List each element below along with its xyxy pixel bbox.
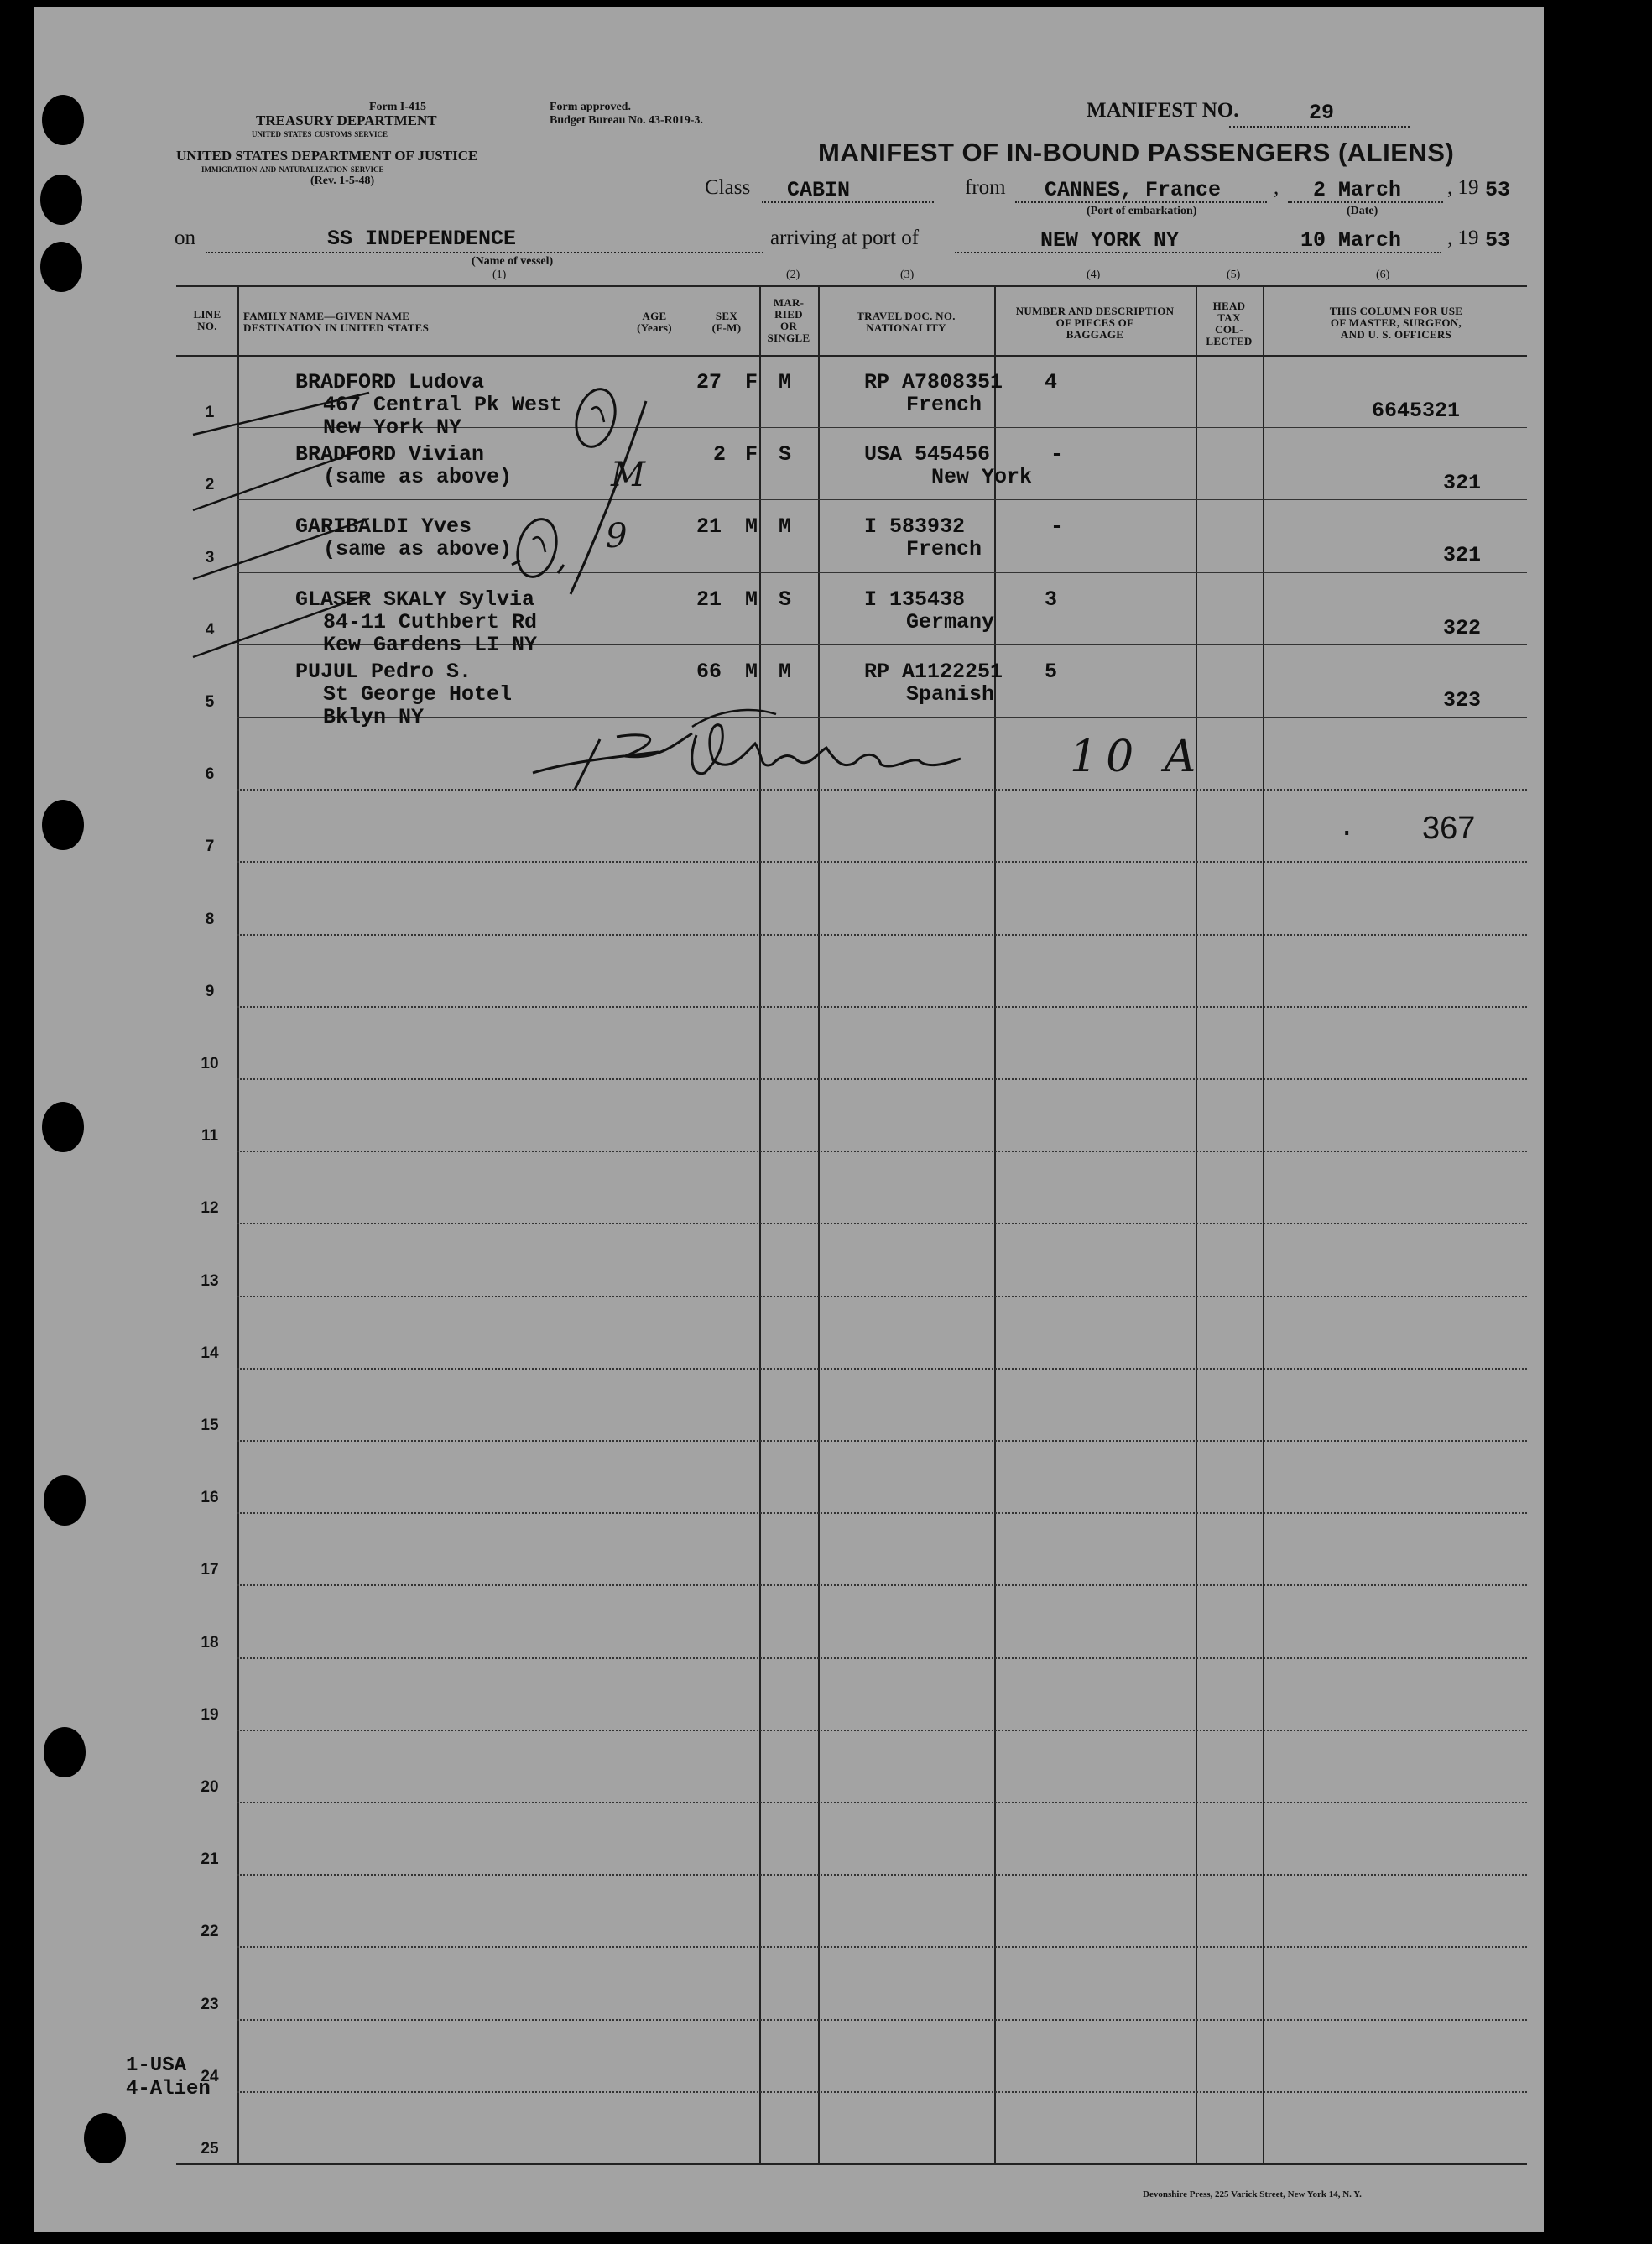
age-value: 2 [713,442,727,467]
arrival-date: 10 March [1300,228,1402,253]
budget-bureau: Budget Bureau No. 43-R019-3. [550,114,703,127]
baggage-count: 4 [1045,370,1058,394]
on-label: on [175,227,195,249]
total-count: 367 [1422,811,1476,846]
col-number: (3) [900,269,915,281]
year-1: 53 [1485,178,1511,202]
col-number: (1) [492,269,507,281]
manifest-page: Form I-415 TREASURY DEPARTMENT united states customs service UNITED STATES DEPARTMENT OF JUSTICE immigration and naturalization service (Rev. 1-5-48) Form approved. Budget Bureau No. 43-R019-3. MANIFEST NO. 29 MANIFEST OF IN-BOUND PASSENGERS (ALIENS) Class CABIN from CANNES, France (Port of embarkation) , 2 March (Date) , 19 53 on SS INDEPENDENCE (Name of vessel) arriving at port of NEW YORK NY 10 March , 19 53 (1) (2) (3) (4) (5) (6) LINE NO. FAMILY NAME—GIVEN NAME DESTINATION IN UNITED STATES AGE (Years) SEX (F-M) MAR- RIED OR SINGLE TRAVEL DOC. NO. NATIONALITY NUMBER AND DESCRIPTION OF PIECES OF BAGGAGE HEAD TAX COL- LECTED THIS COLUMN FOR USE OF MASTER, SURGEON, AND U. S. OFFICERS 1 2 3 4 5 6 7 8 9 10 11 12 13 14 15 16 17 18 19 20 21 22 23 24 25 BRADFORD Ludova 467 Central Pk West New York NY 27 F M RP A7808351 French 4 6645321 BRADFORD Vivian (same as above) 2 F S USA 545456 New York - 321 GARIBALDI Yves (same as above) 21 M M I 583932 French - 321 GLASER SKALY Sylvia 84-11 Cuthbert Rd Kew Gardens LI NY 21 M S I 135438 Germany 3 322 PUJUL Pedro S. St George Hotel Bklyn NY 66 M M RP A1122251 Spanish 5 323 M 9 10 A . 367 1-USA 4-Alien Devonshire Press, 225 Varick Street, New York 14, N. Y. [34,7,1544,2232]
marital-status: S [779,587,792,612]
line-number: 17 [201,1561,219,1579]
officer-code: 6645321 [1372,399,1461,423]
line-number: 5 [205,693,215,711]
col-number: (6) [1376,269,1390,281]
class-label: Class [705,176,751,199]
year-prefix-2: 19 [1457,227,1479,249]
line-number: 15 [201,1417,219,1434]
vessel-name: SS INDEPENDENCE [327,227,517,251]
destination-line-1: (same as above) [323,465,513,490]
line-number: 2 [205,476,215,494]
age-value: 21 [696,514,722,540]
destination-line-1: (same as above) [323,537,513,562]
col-number: (2) [786,269,800,281]
date-caption: (Date) [1347,205,1378,217]
footer-usa-count: 1-USA [126,2054,187,2077]
line-number: 21 [201,1850,219,1869]
punch-hole [40,175,82,225]
line-number: 1 [205,404,215,422]
marital-status: S [779,442,792,467]
baggage-count: - [1050,514,1064,540]
col-header-headtax: HEAD TAX COL- LECTED [1206,300,1253,347]
officer-code: 321 [1443,471,1482,496]
col-header-travel: TRAVEL DOC. NO. NATIONALITY [857,310,956,334]
line-number: 9 [205,982,215,1000]
officer-signature [524,693,1045,802]
printer-imprint: Devonshire Press, 225 Varick Street, New York 14, N. Y. [1143,2189,1362,2200]
line-number: 4 [205,620,215,639]
from-label: from [965,176,1006,199]
line-number: 10 [201,1055,219,1072]
line-number: 11 [201,1127,219,1145]
ins-label: immigration and naturalization service [201,162,384,175]
destination-line-1: 84-11 Cuthbert Rd [323,609,538,634]
page-title: MANIFEST OF IN-BOUND PASSENGERS (ALIENS) [818,138,1455,167]
customs-label: united states customs service [252,127,388,139]
marital-status: M [779,514,792,540]
destination-line-1: St George Hotel [323,681,513,707]
handwritten-m: M [611,456,645,494]
punch-hole [44,1727,86,1777]
port-embarkation: CANNES, France [1045,178,1222,202]
col-number: (5) [1227,269,1241,281]
punch-hole [44,1475,86,1526]
officer-code: 322 [1443,615,1482,640]
passenger-name: PUJUL Pedro S. [295,659,472,684]
age-value: 27 [696,370,722,394]
line-number: 25 [201,2140,219,2158]
destination-line-2: Kew Gardens LI NY [323,632,538,657]
baggage-count: 5 [1045,659,1058,684]
line-number: 18 [201,1633,219,1652]
embark-date: 2 March [1313,178,1402,202]
justice-label: UNITED STATES DEPARTMENT OF JUSTICE [176,148,478,164]
punch-hole [84,2113,126,2163]
sex-value: M [745,659,758,684]
sex-value: M [745,587,758,612]
rev-label: (Rev. 1-5-48) [310,175,375,187]
col-header-sex: SEX (F-M) [711,310,742,334]
travel-doc-number: RP A1122251 [864,659,1003,684]
punch-hole [40,242,82,292]
marital-status: M [779,659,792,684]
line-number: 19 [201,1705,219,1724]
vessel-caption: (Name of vessel) [472,255,554,268]
passenger-name: GLASER SKALY Sylvia [295,587,535,612]
manifest-no-label: MANIFEST NO. [1087,99,1239,122]
travel-doc-number: I 583932 [864,514,966,540]
sex-value: F [745,370,758,394]
form-number: Form I-415 [369,101,427,113]
line-number: 24 [201,2067,219,2085]
port-embarkation-caption: (Port of embarkation) [1087,205,1197,217]
travel-doc-number: RP A7808351 [864,370,1003,394]
col-header-line: LINE NO. [193,308,221,332]
nationality: French [906,393,982,417]
line-number: 7 [205,838,215,856]
baggage-count: - [1050,442,1064,467]
nationality: Germany [906,609,995,634]
line-number: 13 [201,1271,219,1290]
line-number: 23 [201,1995,219,2013]
footer-alien-count: 4-Alien [126,2078,211,2100]
nationality: Spanish [906,681,995,707]
line-number: 8 [205,910,215,928]
baggage-count: 3 [1045,587,1058,612]
arriving-label: arriving at port of [770,227,920,249]
col-header-name: FAMILY NAME—GIVEN NAME DESTINATION IN UNITED STATES [243,310,430,334]
sex-value: M [745,514,758,540]
punch-hole [42,1102,84,1152]
officer-code: 323 [1443,687,1482,712]
line-number: 20 [201,1778,219,1796]
travel-doc-number: I 135438 [864,587,966,612]
manifest-no-value: 29 [1309,101,1335,125]
col-header-baggage: NUMBER AND DESCRIPTION OF PIECES OF BAGGAGE [1015,305,1175,341]
age-value: 21 [696,587,722,612]
destination-line-2: New York NY [323,415,462,440]
line-number: 14 [201,1344,219,1362]
handwritten-9: 9 [606,517,628,556]
passenger-name: BRADFORD Ludova [295,370,485,394]
sex-value: F [745,442,758,467]
line-number: 6 [205,765,215,784]
line-number: 3 [205,548,215,566]
nationality: New York [931,465,1033,490]
treasury-label: TREASURY DEPARTMENT [256,112,437,128]
age-value: 66 [696,659,722,684]
passenger-name: GARIBALDI Yves [295,514,472,540]
destination-line-2: Bklyn NY [323,704,425,729]
col-header-age: AGE (Years) [637,310,672,334]
passenger-name: BRADFORD Vivian [295,442,485,467]
form-approved: Form approved. [550,101,631,113]
class-value: CABIN [787,178,851,202]
year-2: 53 [1485,228,1511,253]
line-number: 16 [201,1489,219,1507]
punch-hole [42,95,84,145]
travel-doc-number: USA 545456 [864,442,991,467]
col-number: (4) [1087,269,1101,281]
col-header-officers: THIS COLUMN FOR USE OF MASTER, SURGEON, AND U. S. OFFICERS [1329,305,1463,341]
line-number: 12 [201,1199,219,1218]
line-number: 22 [201,1923,219,1941]
destination-line-1: 467 Central Pk West [323,393,563,417]
officer-code: 321 [1443,543,1482,568]
col-header-married: MAR- RIED OR SINGLE [767,296,810,344]
marital-status: M [779,370,792,394]
nationality: French [906,537,982,562]
signature-suffix: 10 A [1070,732,1205,782]
punch-hole [42,800,84,850]
arrival-port: NEW YORK NY [1040,228,1180,253]
year-prefix-1: 19 [1457,176,1479,199]
